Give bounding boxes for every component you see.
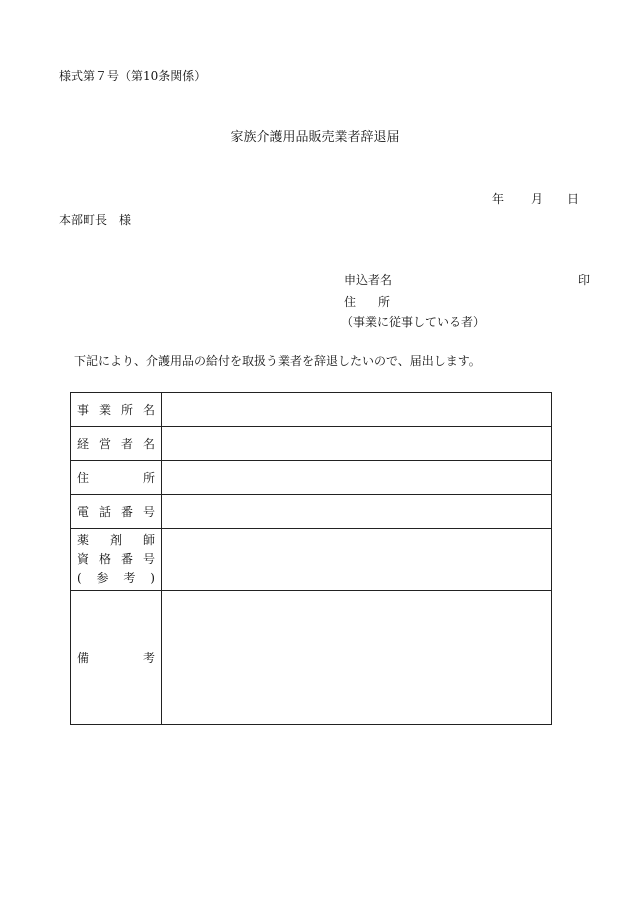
- label-char: 者: [120, 436, 133, 451]
- label-cell-manager-name: [71, 427, 162, 461]
- label-char: 薬: [77, 533, 90, 547]
- label-char: 所: [142, 470, 155, 485]
- label-char: 備: [77, 650, 90, 665]
- applicant-address-label: [344, 294, 390, 310]
- label-char: 剤: [109, 533, 122, 547]
- label-char: 所: [120, 402, 133, 417]
- label-cell-phone: [71, 495, 162, 529]
- business-name-field[interactable]: [162, 393, 552, 427]
- form-number: 様式第７号（第10条関係）: [59, 69, 207, 83]
- applicant-note: （事業に従事している者）: [341, 315, 486, 329]
- label-cell-remarks: [71, 591, 162, 725]
- seal-mark-label: 印: [578, 273, 591, 287]
- table-row: [71, 461, 552, 495]
- label-char: 住: [77, 470, 90, 485]
- document-title: 家族介護用品販売業者辞退届: [230, 130, 400, 145]
- label-char: 名: [142, 436, 155, 451]
- addressee: 本部町長 様: [59, 213, 132, 227]
- table-row: [71, 393, 552, 427]
- manager-name-field[interactable]: [162, 427, 552, 461]
- label-char: 資: [77, 552, 90, 566]
- table-row: [71, 529, 552, 591]
- applicant-name-label: 申込者名: [344, 273, 393, 287]
- form-table: [70, 392, 552, 725]
- label-char: 番: [120, 504, 133, 519]
- remarks-field[interactable]: [162, 591, 552, 725]
- label-char: 話: [98, 504, 111, 519]
- date-day-label: 日: [567, 192, 580, 206]
- address-label-char-1: 住: [344, 295, 357, 309]
- label-char: 号: [142, 504, 155, 519]
- label-char: 考: [123, 571, 136, 585]
- label-char: (: [77, 571, 82, 585]
- label-char: 経: [77, 436, 90, 451]
- address-field[interactable]: [162, 461, 552, 495]
- label-char: ): [150, 571, 155, 585]
- statement-text: 下記により、介護用品の給付を取扱う業者を辞退したいので、届出します。: [74, 354, 481, 368]
- pharmacist-license-field[interactable]: [162, 529, 552, 591]
- label-char: 事: [77, 402, 90, 417]
- label-cell-business-name: [71, 393, 162, 427]
- label-char: 格: [98, 552, 111, 566]
- label-char: 考: [142, 650, 155, 665]
- label-char: 号: [142, 552, 155, 566]
- table-row: [71, 591, 552, 725]
- label-cell-address: [71, 461, 162, 495]
- label-char: 番: [120, 552, 133, 566]
- label-char: 名: [142, 402, 155, 417]
- label-char: 業: [98, 402, 111, 417]
- label-char: 参: [96, 571, 109, 585]
- label-char: 師: [142, 533, 155, 547]
- label-cell-pharmacist-license: [71, 529, 162, 591]
- date-year-label: 年: [492, 192, 505, 206]
- label-char: 営: [98, 436, 111, 451]
- table-row: [71, 427, 552, 461]
- date-month-label: 月: [531, 192, 544, 206]
- table-row: [71, 495, 552, 529]
- phone-number-field[interactable]: [162, 495, 552, 529]
- address-label-char-2: 所: [378, 295, 391, 309]
- label-char: 電: [77, 504, 90, 519]
